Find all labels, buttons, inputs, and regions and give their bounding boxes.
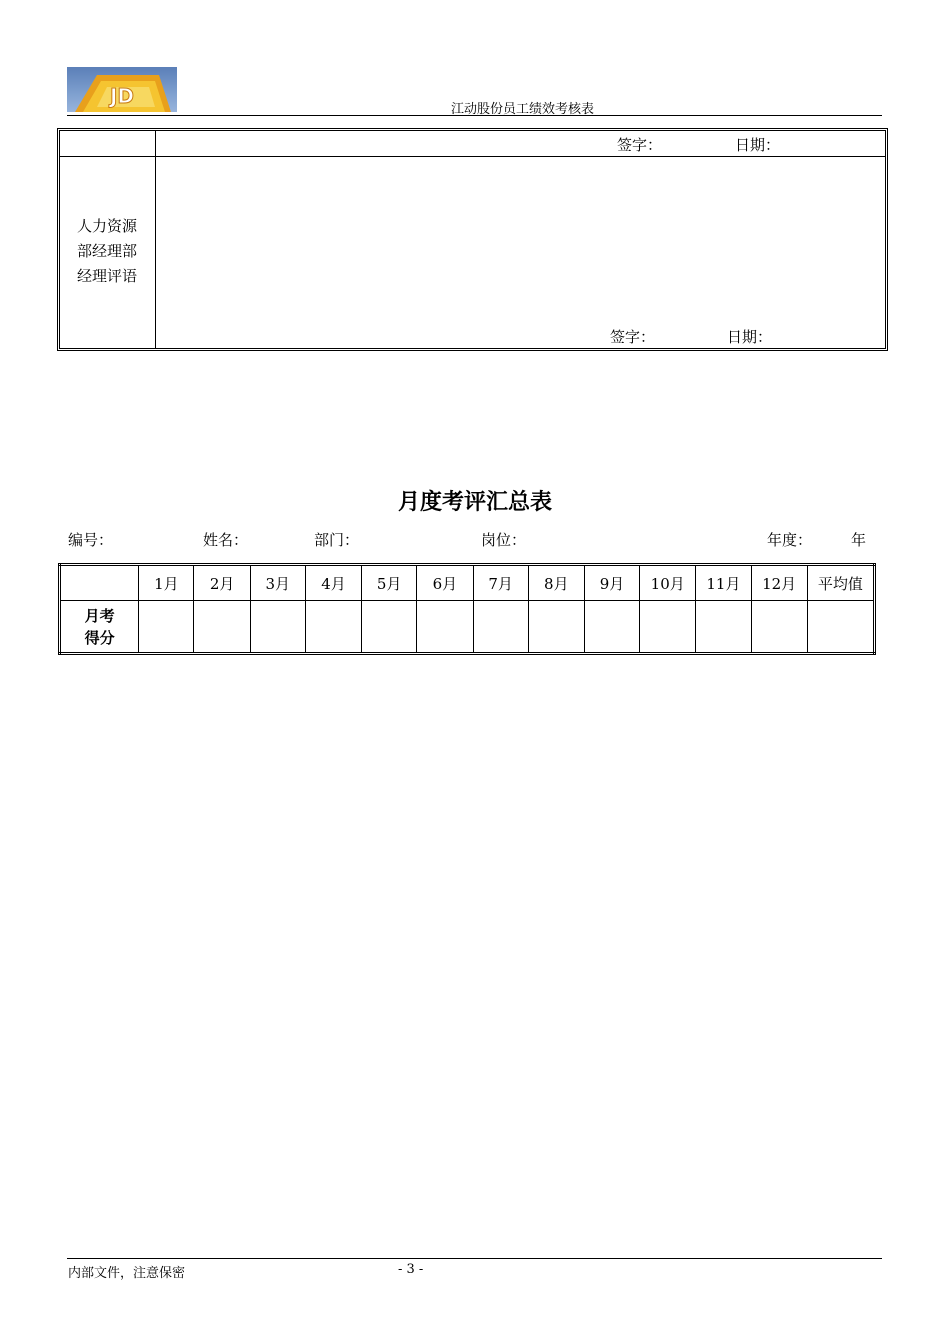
year-suffix: 年	[851, 531, 867, 549]
month-header: 2月	[194, 565, 250, 601]
table-header-row	[60, 565, 875, 601]
header-blank-cell	[60, 565, 139, 601]
score-cell[interactable]	[696, 601, 751, 654]
position-label: 岗位：	[481, 531, 527, 549]
dept-label: 部门：	[314, 531, 360, 549]
score-cell[interactable]	[751, 601, 807, 654]
month-header: 6月	[417, 565, 473, 601]
monthly-score-label: 月考 得分	[60, 601, 139, 654]
sign-label-row1: 签字：	[617, 136, 663, 154]
header-title: 江动股份员工绩效考核表	[451, 102, 595, 117]
date-label-row1: 日期：	[735, 136, 781, 154]
score-cell[interactable]	[584, 601, 639, 654]
company-logo	[67, 67, 177, 112]
footer-divider	[67, 1258, 882, 1259]
month-header: 4月	[305, 565, 361, 601]
svg-text:JD: JD	[109, 84, 135, 108]
table-row	[60, 601, 875, 654]
score-cell[interactable]	[194, 601, 250, 654]
month-header: 5月	[362, 565, 417, 601]
year-label: 年度：	[767, 531, 813, 549]
date-label-row2: 日期：	[727, 328, 773, 346]
number-label: 编号：	[68, 531, 114, 549]
month-header: 7月	[473, 565, 528, 601]
score-cell[interactable]	[305, 601, 361, 654]
score-cell[interactable]	[640, 601, 696, 654]
average-cell[interactable]	[807, 601, 874, 654]
score-cell[interactable]	[250, 601, 305, 654]
average-header: 平均值	[807, 565, 874, 601]
hr-manager-comment-label: 人力资源 部经理部 经理评语	[76, 217, 137, 285]
header-divider	[67, 115, 882, 116]
month-header: 12月	[751, 565, 807, 601]
comments-row-divider	[60, 156, 885, 157]
score-cell[interactable]	[139, 601, 194, 654]
month-header: 11月	[696, 565, 751, 601]
month-header: 10月	[640, 565, 696, 601]
summary-title: 月度考评汇总表	[397, 489, 552, 515]
comments-column-divider	[155, 130, 156, 349]
score-cell[interactable]	[417, 601, 473, 654]
monthly-summary-table	[58, 563, 876, 655]
score-cell[interactable]	[362, 601, 417, 654]
month-header: 9月	[584, 565, 639, 601]
month-header: 1月	[139, 565, 194, 601]
sign-label-row2: 签字：	[610, 328, 656, 346]
comments-table	[57, 128, 888, 351]
month-header: 8月	[528, 565, 584, 601]
month-header: 3月	[250, 565, 305, 601]
footer-confidential: 内部文件，注意保密	[68, 1266, 186, 1281]
page-number: - 3 -	[398, 1262, 424, 1277]
name-label: 姓名：	[203, 531, 249, 549]
score-cell[interactable]	[473, 601, 528, 654]
score-cell[interactable]	[528, 601, 584, 654]
